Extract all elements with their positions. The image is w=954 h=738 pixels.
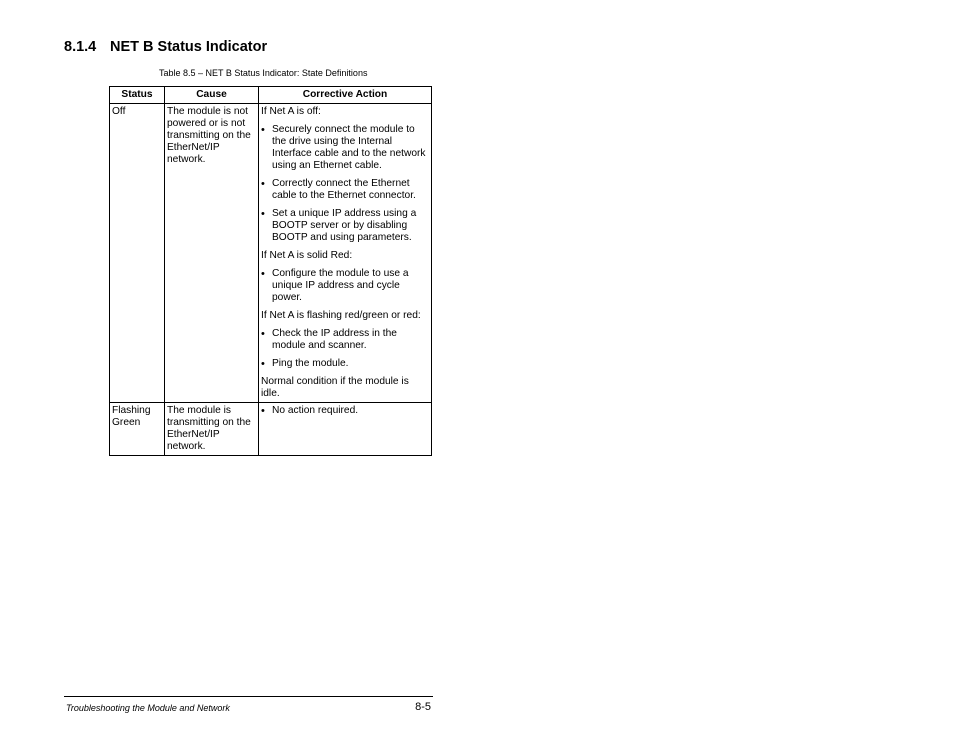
header-status: Status	[110, 87, 165, 104]
list-item: • Correctly connect the Ethernet cable to the Ethernet connector.	[261, 178, 430, 202]
header-cause: Cause	[165, 87, 259, 104]
corrective-action-cell	[259, 104, 432, 403]
list-item: • Ping the module.	[261, 358, 430, 370]
state-definitions-table	[109, 86, 432, 456]
action-list	[261, 268, 430, 304]
table-header-row	[110, 87, 432, 104]
note-text: Normal condition if the module is idle.	[261, 376, 409, 399]
cause-cell: The module is transmitting on the EtherNet/IP network.	[165, 403, 259, 456]
footer-page-number: 8-5	[415, 701, 431, 713]
table-row	[110, 104, 432, 403]
action-list	[261, 328, 430, 370]
list-item: • Check the IP address in the module and scanner.	[261, 328, 430, 352]
footer-chapter-title: Troubleshooting the Module and Network	[66, 703, 230, 713]
table-caption: Table 8.5 – NET B Status Indicator: State Definitions	[159, 68, 368, 78]
section-title: NET B Status Indicator	[110, 39, 268, 55]
corrective-action-cell	[259, 403, 432, 456]
cause-cell: The module is not powered or is not transmitting on the EtherNet/IP network.	[165, 104, 259, 403]
status-cell: Off	[110, 104, 165, 403]
action-list	[261, 124, 430, 244]
status-cell: Flashing Green	[110, 403, 165, 456]
condition-text: If Net A is off:	[261, 106, 321, 117]
action-list	[261, 405, 430, 417]
list-item: • Set a unique IP address using a BOOTP server or by disabling BOOTP and using parameters.	[261, 208, 430, 244]
section-number: 8.1.4	[64, 39, 97, 55]
header-corrective-action: Corrective Action	[259, 87, 432, 104]
condition-text: If Net A is flashing red/green or red:	[261, 310, 421, 321]
list-item: • No action required.	[261, 405, 430, 417]
section-heading	[64, 39, 267, 55]
list-item: • Configure the module to use a unique IP address and cycle power.	[261, 268, 430, 304]
table-row	[110, 403, 432, 456]
condition-text: If Net A is solid Red:	[261, 250, 353, 261]
list-item: • Securely connect the module to the drive using the Internal Interface cable and to the network using an Ethernet cable.	[261, 124, 430, 172]
footer-divider	[64, 696, 433, 697]
